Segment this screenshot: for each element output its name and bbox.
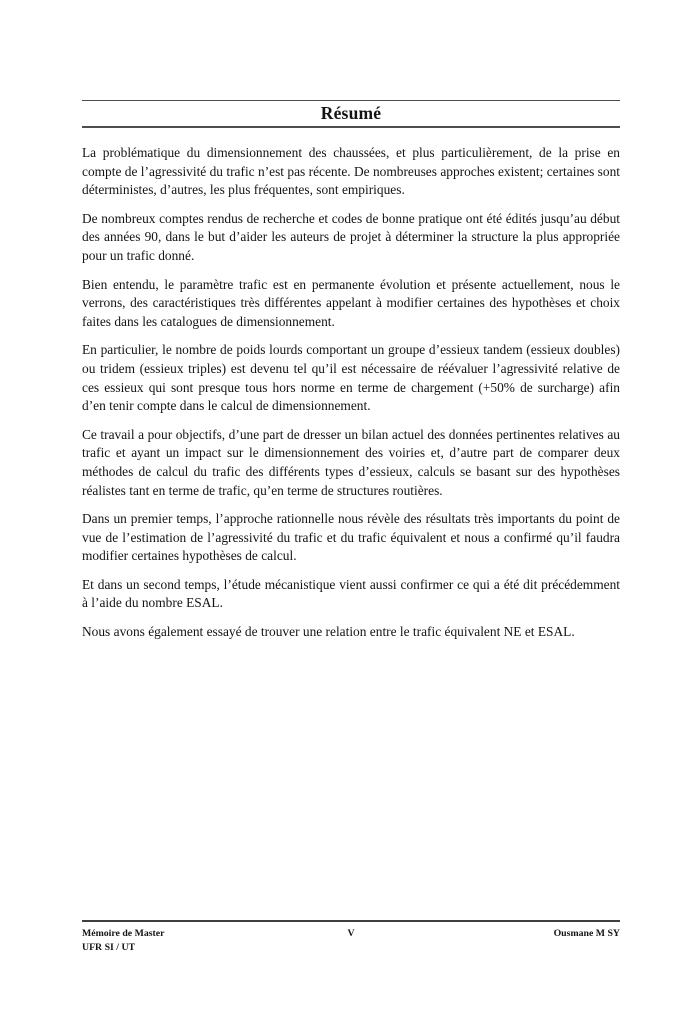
page-title: Résumé: [320, 103, 382, 123]
paragraph: En particulier, le nombre de poids lourds comportant un groupe d’essieux tandem (essieux doubles) ou tridem (essieux triples) est devenu tel qu’il est nécessaire de réévaluer l’agressivité relative de ces essieux qui sont presque tous hors norme en terme de chargement (+50% de surcharge) afin d’en tenir compte dans le calcul de dimensionnement.: [82, 342, 620, 414]
paragraph: Dans un premier temps, l’approche rationnelle nous révèle des résultats très importants du point de vue de l’estimation de l’agressivité du trafic et du trafic équivalent et nous a confirmé qu’il faudra modifier certaines hypothèses de calcul.: [82, 511, 620, 564]
footer-left: [82, 927, 261, 954]
footer-row: [82, 927, 620, 954]
paragraph: Et dans un second temps, l’étude mécanistique vient aussi confirmer ce qui a été dit précédemment à l’aide du nombre ESAL.: [82, 576, 620, 611]
paragraph: Ce travail a pour objectifs, d’une part de dresser un bilan actuel des données pertinentes relatives au trafic et ayant un impact sur le dimensionnement des voiries et, d’autre part de comparer deux méthodes de calcul du trafic des différents types d’essieux, calculs se basant sur des hypothèses réalistes tant en terme de trafic, qu’en terme de structures routières.: [82, 426, 620, 498]
paragraph: Nous avons également essayé de trouver une relation entre le trafic équivalent NE et ESAL.: [82, 624, 575, 640]
paragraph: La problématique du dimensionnement des chaussées, et plus particulièrement, de la prise en compte de l’agressivité du trafic n’est pas récente. De nombreuses approches existent; certaines sont déterministes, d’autres, les plus fréquentes, sont empiriques.: [82, 145, 620, 198]
header-rule-bottom: [82, 126, 620, 128]
footer-department: UFR SI / UT: [82, 941, 136, 953]
footer-author: Ousmane M SY: [553, 928, 620, 939]
abstract-body: [82, 144, 620, 652]
paragraph: Bien entendu, le paramètre trafic est en permanente évolution et présente actuellement, nous le verrons, des caractéristiques très différentes appelant à modifier certaines des hypothèses et choix faites dans les catalogues de dimensionnement.: [82, 276, 620, 329]
page-footer: [82, 920, 620, 954]
footer-page-number: V: [347, 928, 355, 939]
title-block: [82, 100, 620, 128]
footer-doc-type: Mémoire de Master: [82, 928, 165, 939]
paragraph: De nombreux comptes rendus de recherche et codes de bonne pratique ont été édités jusqu’au début des années 90, dans le but d’aider les auteurs de projet à déterminer la structure la plus appropriée pour un trafic donné.: [82, 210, 620, 263]
